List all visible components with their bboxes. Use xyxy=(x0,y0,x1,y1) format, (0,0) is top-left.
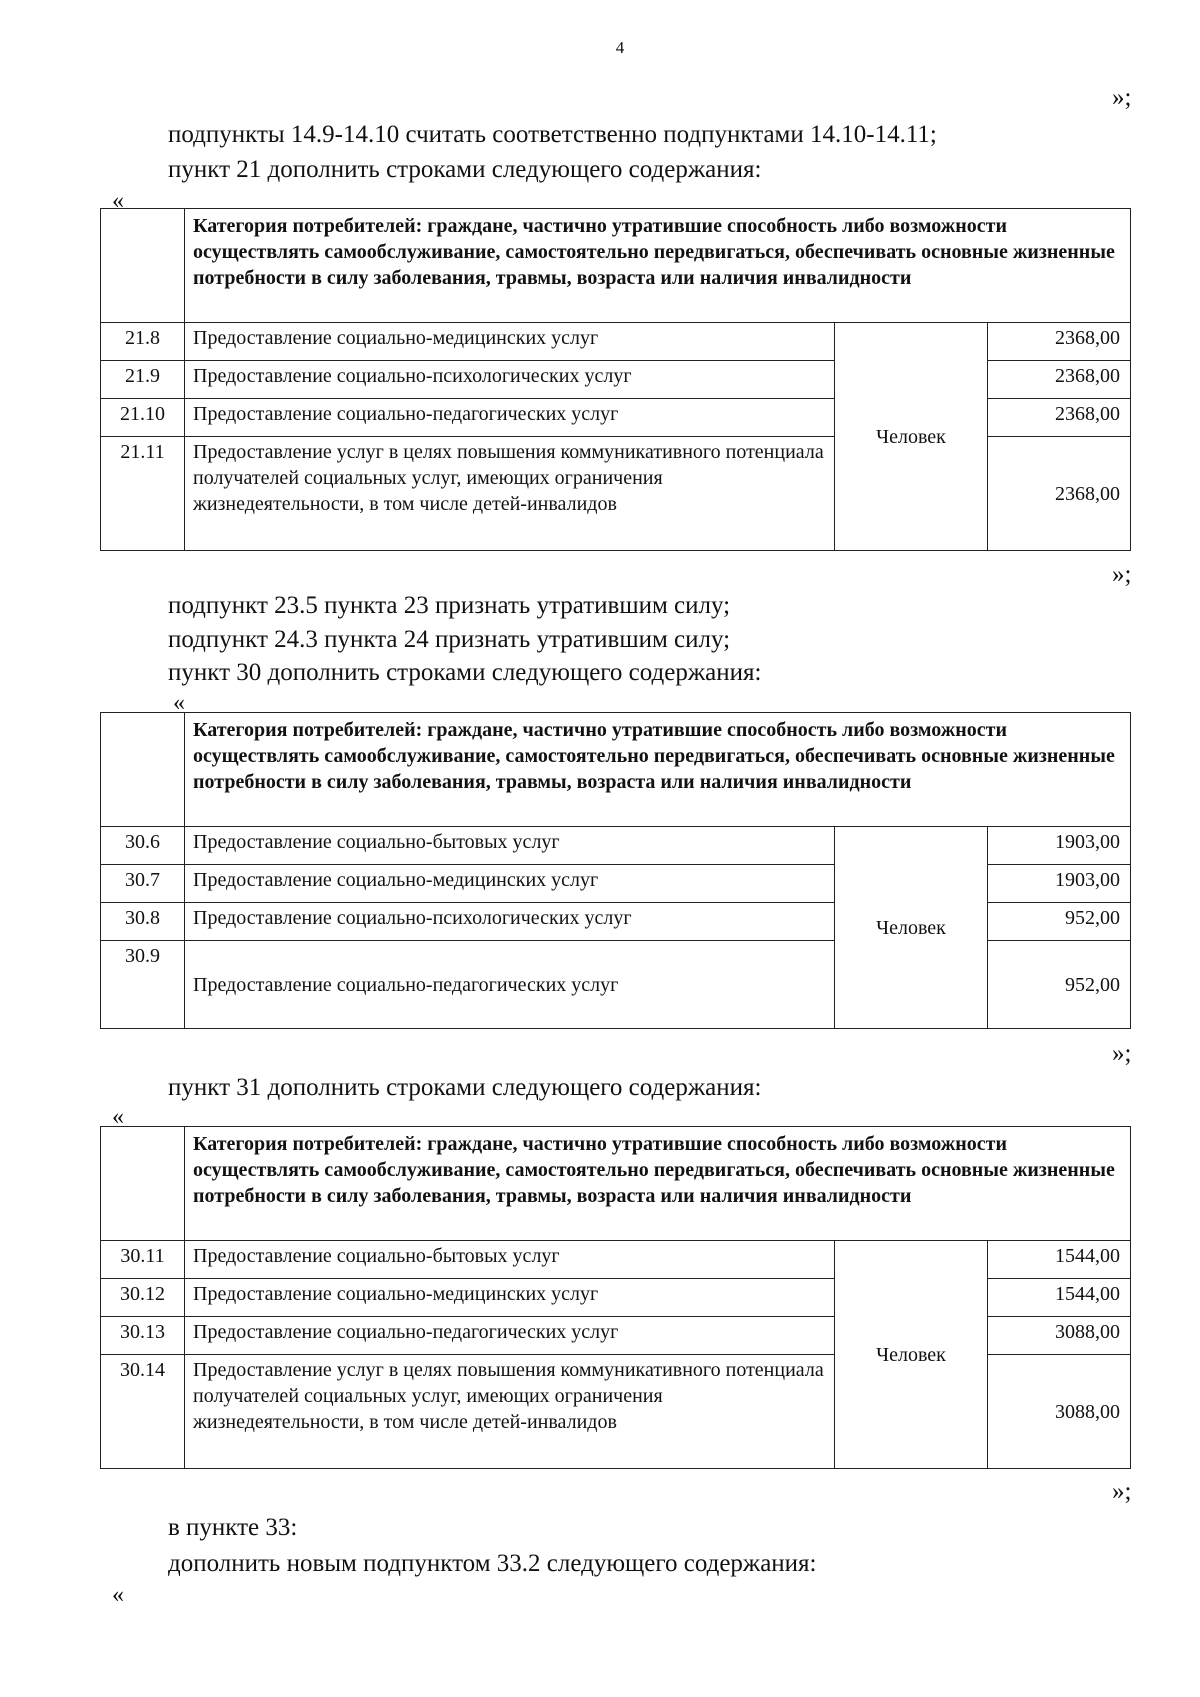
row-number: 21.10 xyxy=(101,399,185,437)
closing-quote: »; xyxy=(1112,1040,1132,1067)
opening-quote: « xyxy=(173,690,185,716)
services-table-1 xyxy=(100,208,1131,551)
page-number: 4 xyxy=(615,38,625,57)
unit-cell: Человек xyxy=(835,323,988,551)
services-table-2 xyxy=(100,712,1131,1029)
price: 2368,00 xyxy=(988,399,1131,437)
service-name: Предоставление социально-педагогических услуг xyxy=(185,399,835,437)
empty-cell xyxy=(101,1127,185,1241)
paragraph: подпункт 24.3 пункта 24 признать утратившим силу; xyxy=(168,626,731,653)
price: 1544,00 xyxy=(988,1241,1131,1279)
price: 1903,00 xyxy=(988,865,1131,903)
paragraph: подпункты 14.9-14.10 считать соответственно подпунктами 14.10-14.11; xyxy=(168,121,937,148)
row-number: 30.6 xyxy=(101,827,185,865)
price: 3088,00 xyxy=(988,1317,1131,1355)
row-number: 30.9 xyxy=(101,941,185,1029)
service-name: Предоставление социально-медицинских услуг xyxy=(185,1279,835,1317)
paragraph: подпункт 23.5 пункта 23 признать утратившим силу; xyxy=(168,592,731,619)
price: 952,00 xyxy=(988,903,1131,941)
category-header: Категория потребителей: граждане, частично утратившие способность либо возможности осуществлять самообслуживание, самостоятельно передвигаться, обеспечивать основные жизненные потребности в силу заболевания, травмы, возраста или наличия инвалидности xyxy=(185,713,1131,827)
row-number: 21.9 xyxy=(101,361,185,399)
service-name: Предоставление социально-психологических услуг xyxy=(185,903,835,941)
closing-quote: »; xyxy=(1112,561,1132,588)
row-number: 21.8 xyxy=(101,323,185,361)
service-name: Предоставление социально-бытовых услуг xyxy=(185,827,835,865)
empty-cell xyxy=(101,209,185,323)
opening-quote: « xyxy=(112,1104,124,1130)
row-number: 30.11 xyxy=(101,1241,185,1279)
row-number: 30.12 xyxy=(101,1279,185,1317)
row-number: 21.11 xyxy=(101,437,185,551)
service-name: Предоставление услуг в целях повышения коммуникативного потенциала получателей социальных услуг, имеющих ограничения жизнедеятельности, в том числе детей-инвалидов xyxy=(185,1355,835,1469)
row-number: 30.14 xyxy=(101,1355,185,1469)
price: 1903,00 xyxy=(988,827,1131,865)
price: 1544,00 xyxy=(988,1279,1131,1317)
price: 2368,00 xyxy=(988,437,1131,551)
paragraph: пункт 21 дополнить строками следующего содержания: xyxy=(168,156,762,183)
category-header: Категория потребителей: граждане, частично утратившие способность либо возможности осуществлять самообслуживание, самостоятельно передвигаться, обеспечивать основные жизненные потребности в силу заболевания, травмы, возраста или наличия инвалидности xyxy=(185,1127,1131,1241)
opening-quote: « xyxy=(112,1582,124,1608)
paragraph: пункт 30 дополнить строками следующего содержания: xyxy=(168,659,762,686)
price: 2368,00 xyxy=(988,323,1131,361)
price: 3088,00 xyxy=(988,1355,1131,1469)
row-number: 30.13 xyxy=(101,1317,185,1355)
service-name: Предоставление социально-медицинских услуг xyxy=(185,323,835,361)
row-number: 30.7 xyxy=(101,865,185,903)
price: 2368,00 xyxy=(988,361,1131,399)
opening-quote: « xyxy=(112,188,124,214)
category-header: Категория потребителей: граждане, частично утратившие способность либо возможности осуществлять самообслуживание, самостоятельно передвигаться, обеспечивать основные жизненные потребности в силу заболевания, травмы, возраста или наличия инвалидности xyxy=(185,209,1131,323)
closing-quote: »; xyxy=(1112,1478,1132,1505)
row-number: 30.8 xyxy=(101,903,185,941)
paragraph: в пункте 33: xyxy=(168,1514,298,1541)
service-name: Предоставление услуг в целях повышения коммуникативного потенциала получателей социальных услуг, имеющих ограничения жизнедеятельности, в том числе детей-инвалидов xyxy=(185,437,835,551)
unit-cell: Человек xyxy=(835,1241,988,1469)
unit-cell: Человек xyxy=(835,827,988,1029)
services-table-3 xyxy=(100,1126,1131,1469)
service-name: Предоставление социально-педагогических услуг xyxy=(185,941,835,1029)
closing-quote: »; xyxy=(1112,84,1132,111)
service-name: Предоставление социально-бытовых услуг xyxy=(185,1241,835,1279)
service-name: Предоставление социально-медицинских услуг xyxy=(185,865,835,903)
paragraph: дополнить новым подпунктом 33.2 следующего содержания: xyxy=(168,1550,817,1577)
paragraph: пункт 31 дополнить строками следующего содержания: xyxy=(168,1074,762,1101)
service-name: Предоставление социально-психологических услуг xyxy=(185,361,835,399)
empty-cell xyxy=(101,713,185,827)
service-name: Предоставление социально-педагогических услуг xyxy=(185,1317,835,1355)
price: 952,00 xyxy=(988,941,1131,1029)
